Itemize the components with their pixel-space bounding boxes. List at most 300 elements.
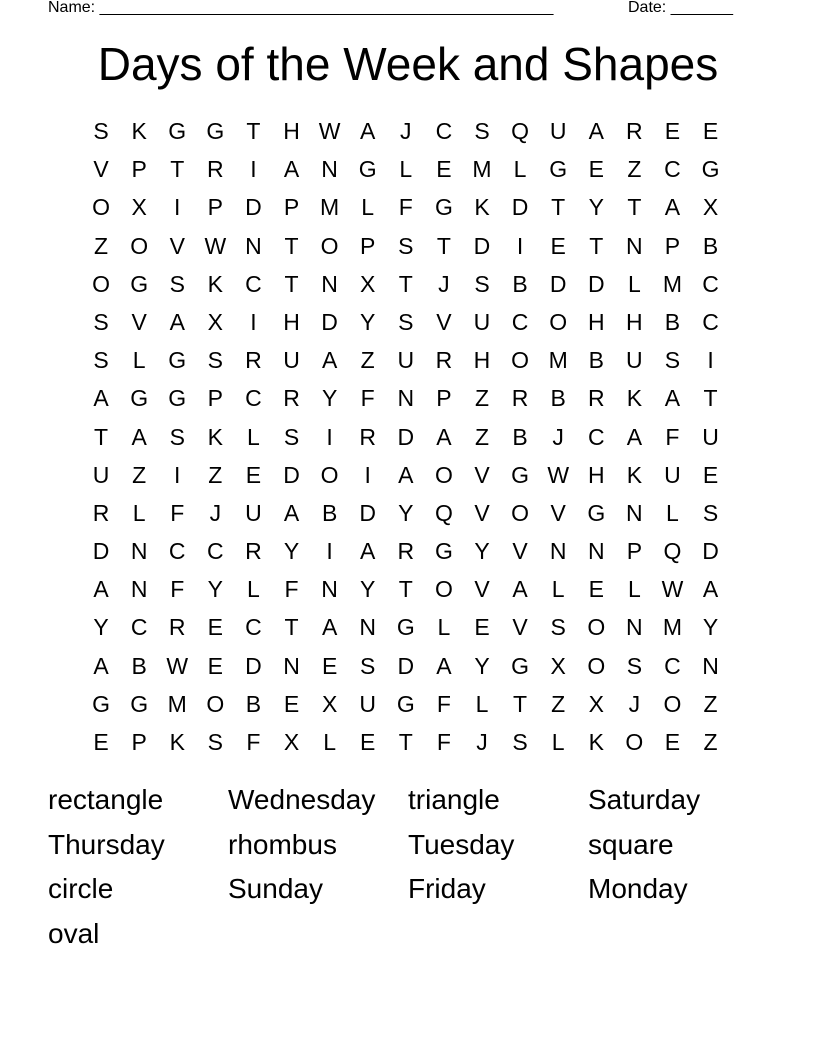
grid-letter: B [550,385,566,412]
grid-letter: U [702,423,719,450]
grid-letter: N [626,232,643,259]
grid-letter: C [664,156,681,183]
grid-letter: A [283,156,300,183]
grid-letter: O [587,614,606,641]
grid-letter: Z [208,461,223,488]
grid-letter: H [283,308,300,335]
grid-letter: S [283,423,300,450]
grid-letter: G [130,385,149,412]
grid-letter: X [550,652,566,679]
grid-letter: K [626,461,643,488]
grid-letter: O [434,461,453,488]
grid-letter: T [284,270,299,297]
grid-letter: N [626,499,643,526]
grid-letter: I [516,232,524,259]
grid-letter: I [326,538,333,565]
word-bank-item: Thursday [48,828,165,860]
grid-letter: M [662,614,683,641]
grid-letter: N [321,156,338,183]
grid-letter: V [474,576,490,603]
grid-letter: W [318,118,341,144]
grid-letter: A [664,194,681,221]
grid-letter: Y [474,652,490,679]
grid-letter: N [283,652,300,679]
page-title: Days of the Week and Shapes [97,38,719,90]
word-bank-item: triangle [408,784,500,815]
grid-letter: D [283,461,300,488]
grid-letter: T [398,729,413,755]
grid-letter: S [398,308,414,335]
grid-letter: E [664,729,681,755]
grid-letter: D [397,423,415,450]
grid-letter: G [701,156,720,183]
grid-letter: G [434,538,453,565]
grid-letter: O [511,499,530,526]
grid-letter: S [360,652,376,679]
grid-letter: S [474,270,490,297]
grid-letter: M [662,270,683,297]
word-bank-item: Tuesday [408,828,515,860]
grid-letter: G [168,385,187,412]
grid-letter: G [396,690,415,717]
grid-letter: W [661,576,684,603]
grid-letter: D [397,652,415,679]
grid-letter: S [512,729,528,755]
grid-letter: B [512,270,528,297]
word-bank-item: Sunday [228,873,323,905]
grid-letter: D [359,499,377,526]
grid-letter: T [170,156,185,183]
grid-letter: A [321,614,338,641]
grid-letter: R [245,538,262,565]
grid-letter: O [625,729,644,755]
grid-letter: U [283,347,300,374]
grid-letter: C [245,385,262,412]
grid-letter: A [93,385,109,412]
grid-letter: Z [627,156,642,183]
grid-letter: G [92,690,110,717]
grid-letter: L [475,690,489,717]
grid-letter: Z [703,690,718,717]
grid-letter: T [551,194,566,221]
grid-letter: J [438,270,450,297]
grid-letter: P [436,385,452,412]
grid-letter: K [474,194,490,221]
grid-letter: K [626,385,643,412]
grid-letter: Y [283,538,300,565]
grid-letter: F [246,729,261,755]
grid-letter: P [283,194,300,221]
grid-letter: A [93,652,109,679]
grid-letter: O [434,576,453,603]
grid-letter: U [473,308,491,335]
grid-letter: N [245,232,262,259]
grid-letter: E [436,156,452,183]
grid-letter: S [93,118,109,144]
grid-letter: D [245,194,262,221]
grid-letter: R [435,347,453,374]
grid-letter: X [283,729,300,755]
grid-letter: G [168,118,187,144]
grid-letter: L [247,423,260,450]
grid-letter: T [436,232,451,259]
word-bank-item: square [588,828,674,860]
grid-letter: Y [702,614,719,641]
grid-letter: K [207,423,223,450]
grid-letter: Y [398,499,414,526]
grid-letter: D [549,270,567,297]
grid-letter: U [359,690,377,717]
grid-letter: E [588,576,604,603]
grid-letter: U [549,118,567,144]
grid-letter: G [549,156,568,183]
grid-letter: R [207,156,224,183]
word-bank-item: Saturday [588,784,701,815]
grid-letter: A [588,118,604,144]
grid-letter: Y [474,538,490,565]
grid-letter: P [131,156,147,183]
grid-letter: M [548,347,568,374]
grid-letter: E [93,729,109,755]
grid-letter: T [627,194,642,221]
grid-letter: S [169,423,185,450]
grid-letter: G [396,614,415,641]
grid-letter: B [702,232,719,259]
grid-letter: L [551,576,565,603]
grid-letter: M [472,156,492,183]
word-bank-item: rhombus [228,828,337,860]
grid-letter: K [131,118,147,144]
grid-letter: R [359,423,377,450]
grid-letter: O [663,690,682,717]
grid-letter: U [245,499,262,526]
grid-letter: Z [360,347,375,374]
grid-letter: P [664,232,681,259]
grid-letter: Z [474,423,490,450]
grid-letter: J [552,423,564,450]
grid-letter: L [513,156,527,183]
grid-letter: X [321,690,338,717]
grid-letter: N [321,270,338,297]
grid-letter: B [321,499,338,526]
grid-letter: C [245,270,262,297]
grid-letter: A [93,576,109,603]
grid-letter: L [627,270,641,297]
grid-letter: G [130,270,149,297]
grid-letter: O [206,690,225,717]
grid-letter: E [207,652,223,679]
grid-letter: B [664,308,681,335]
grid-letter: R [92,499,110,526]
grid-letter: U [626,347,643,374]
grid-letter: R [283,385,300,412]
grid-letter: S [207,347,223,374]
grid-letter: E [207,614,223,641]
grid-letter: F [360,385,375,412]
grid-letter: E [702,118,719,144]
grid-letter: A [664,385,681,412]
grid-letter: C [435,118,453,144]
grid-letter: T [589,232,604,259]
grid-letter: A [512,576,528,603]
grid-letter: I [364,461,371,488]
grid-letter: R [245,347,262,374]
grid-letter: N [549,538,567,565]
grid-letter: K [169,729,185,755]
letter-grid [82,112,730,761]
grid-letter: T [703,385,718,412]
grid-letter: D [321,308,338,335]
grid-letter: D [245,652,262,679]
grid-letter: R [511,385,529,412]
word-bank-item: Friday [408,873,486,905]
grid-letter: V [131,308,147,335]
grid-letter: D [473,232,491,259]
grid-letter: G [511,461,530,488]
grid-letter: F [398,194,413,221]
grid-letter: A [436,423,452,450]
grid-letter: O [92,270,110,297]
grid-letter: Y [588,194,604,221]
grid-letter: O [92,194,110,221]
word-bank-item: Monday [588,873,688,905]
grid-letter: S [93,347,109,374]
grid-letter: D [587,270,605,297]
grid-letter: I [707,347,714,374]
grid-letter: N [321,576,338,603]
grid-letter: Z [703,729,718,755]
grid-letter: G [130,690,149,717]
grid-letter: X [207,308,223,335]
word-bank-item: oval [48,918,100,950]
grid-letter: L [551,729,565,755]
grid-letter: L [399,156,413,183]
grid-letter: W [166,652,189,679]
grid-letter: O [130,232,149,259]
grid-letter: L [666,499,679,526]
grid-letter: O [511,347,530,374]
grid-letter: E [664,118,681,144]
grid-letter: L [361,194,375,221]
grid-letter: R [397,538,415,565]
grid-letter: B [131,652,147,679]
grid-letter: J [209,499,222,526]
grid-letter: K [207,270,223,297]
grid-letter: I [250,156,257,183]
grid-letter: F [284,576,299,603]
grid-letter: S [626,652,643,679]
grid-letter: R [587,385,605,412]
grid-letter: U [397,347,415,374]
grid-letter: S [93,308,109,335]
grid-letter: C [702,270,719,297]
grid-letter: A [360,118,376,144]
grid-letter: R [626,118,643,144]
word-bank [48,778,768,957]
grid-letter: A [360,538,376,565]
grid-letter: L [247,576,260,603]
grid-letter: A [283,499,300,526]
grid-letter: S [702,499,719,526]
grid-letter: A [321,347,338,374]
grid-letter: H [587,461,605,488]
grid-letter: V [436,308,452,335]
grid-letter: F [665,423,680,450]
grid-letter: E [474,614,490,641]
grid-letter: O [320,232,339,259]
grid-letter: X [131,194,147,221]
grid-letter: E [321,652,338,679]
grid-letter: C [168,538,186,565]
grid-letter: D [511,194,529,221]
grid-letter: E [588,156,604,183]
grid-letter: P [207,385,223,412]
grid-letter: T [284,232,299,259]
header [48,0,740,18]
grid-letter: Q [663,538,682,565]
grid-letter: O [320,461,339,488]
grid-letter: T [94,423,109,450]
grid-letter: T [246,118,261,144]
grid-letter: E [550,232,566,259]
grid-letter: A [169,308,185,335]
grid-letter: D [702,538,719,565]
grid-letter: Z [94,232,109,259]
word-bank-item: circle [48,873,114,905]
grid-letter: J [400,118,412,144]
grid-letter: G [511,652,530,679]
grid-letter: E [702,461,719,488]
grid-letter: N [130,538,148,565]
grid-letter: P [360,232,376,259]
grid-letter: F [436,690,451,717]
grid-letter: M [167,690,187,717]
name-field-label: Name: ___________________________________________________ [48,0,554,16]
grid-letter: W [547,461,570,488]
grid-letter: N [397,385,415,412]
grid-letter: V [550,499,566,526]
grid-letter: S [398,232,414,259]
grid-letter: P [626,538,643,565]
grid-letter: U [664,461,681,488]
grid-letter: Y [93,614,109,641]
grid-letter: I [250,308,257,335]
grid-letter: Z [474,385,490,412]
grid-letter: N [702,652,719,679]
grid-letter: E [245,461,262,488]
grid-letter: A [398,461,414,488]
grid-letter: H [473,347,491,374]
grid-letter: G [206,118,225,144]
grid-letter: C [664,652,681,679]
grid-letter: P [207,194,223,221]
grid-letter: X [360,270,376,297]
grid-letter: V [474,461,490,488]
grid-letter: V [93,156,109,183]
word-bank-item: rectangle [48,784,164,815]
grid-letter: V [512,614,528,641]
grid-letter: L [132,347,146,374]
grid-letter: U [92,461,110,488]
grid-letter: X [588,690,604,717]
grid-letter: J [476,729,488,755]
grid-letter: M [320,194,340,221]
grid-letter: P [131,729,147,755]
grid-letter: B [512,423,528,450]
grid-letter: S [664,347,681,374]
grid-letter: A [626,423,643,450]
grid-letter: G [434,194,453,221]
grid-letter: I [174,461,181,488]
grid-letter: R [168,614,186,641]
grid-letter: I [326,423,333,450]
grid-letter: L [627,576,641,603]
grid-letter: O [587,652,606,679]
grid-letter: A [131,423,147,450]
grid-letter: L [437,614,451,641]
grid-letter: T [398,576,413,603]
grid-letter: Z [132,461,147,488]
grid-letter: G [587,499,606,526]
grid-letter: S [207,729,223,755]
grid-letter: Q [434,499,453,526]
grid-letter: N [587,538,605,565]
grid-letter: Q [511,118,530,144]
grid-letter: Z [551,690,566,717]
grid-letter: S [550,614,566,641]
grid-letter: F [170,499,185,526]
grid-letter: A [436,652,452,679]
grid-letter: B [245,690,262,717]
grid-letter: I [174,194,181,221]
grid-letter: H [626,308,643,335]
grid-letter: D [92,538,110,565]
grid-letter: V [474,499,490,526]
grid-letter: S [474,118,490,144]
grid-letter: F [170,576,185,603]
grid-letter: F [436,729,451,755]
grid-letter: H [587,308,605,335]
grid-letter: Y [207,576,223,603]
grid-letter: O [549,308,568,335]
grid-letter: G [358,156,377,183]
grid-letter: V [169,232,185,259]
grid-letter: Y [321,385,338,412]
word-bank-item: Wednesday [228,784,376,815]
grid-letter: C [130,614,148,641]
grid-letter: A [702,576,719,603]
date-field-label: Date: _______ [628,0,733,16]
grid-letter: C [702,308,719,335]
grid-letter: N [626,614,643,641]
grid-letter: V [512,538,528,565]
grid-letter: C [245,614,262,641]
grid-letter: W [204,232,227,259]
grid-letter: C [511,308,529,335]
grid-letter: E [360,729,376,755]
grid-letter: K [588,729,604,755]
grid-letter: J [628,690,641,717]
grid-letter: E [283,690,300,717]
grid-letter: T [513,690,528,717]
grid-letter: S [169,270,185,297]
grid-letter: T [284,614,299,641]
grid-letter: L [323,729,336,755]
grid-letter: N [130,576,148,603]
grid-letter: T [398,270,413,297]
grid-letter: N [359,614,377,641]
grid-letter: B [588,347,604,374]
